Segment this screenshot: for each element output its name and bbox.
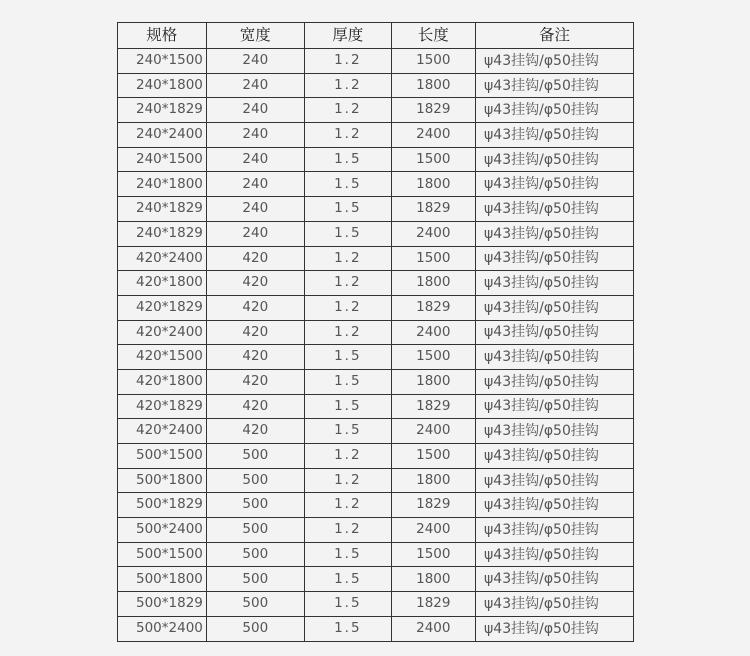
cell-thickness: 1.5: [305, 172, 392, 197]
cell-spec: 240*1829: [118, 197, 207, 222]
table-row: [118, 221, 634, 246]
cell-thickness: 1.5: [305, 616, 392, 641]
cell-thickness: 1.2: [305, 73, 392, 98]
header-note: 备注: [476, 23, 634, 49]
cell-spec: 420*2400: [118, 320, 207, 345]
cell-length: 2400: [391, 419, 475, 444]
cell-width: 420: [206, 271, 305, 296]
cell-thickness: 1.2: [305, 98, 392, 123]
cell-width: 500: [206, 592, 305, 617]
cell-width: 500: [206, 518, 305, 543]
table-row: [118, 73, 634, 98]
cell-length: 1829: [391, 394, 475, 419]
cell-length: 2400: [391, 320, 475, 345]
table-row: [118, 567, 634, 592]
table-row: [118, 369, 634, 394]
header-row: [118, 23, 634, 49]
cell-thickness: 1.5: [305, 369, 392, 394]
cell-note: ψ43挂钩/φ50挂钩: [476, 246, 634, 271]
cell-thickness: 1.2: [305, 468, 392, 493]
cell-thickness: 1.5: [305, 147, 392, 172]
table-row: [118, 197, 634, 222]
cell-note: ψ43挂钩/φ50挂钩: [476, 592, 634, 617]
cell-note: ψ43挂钩/φ50挂钩: [476, 295, 634, 320]
cell-length: 1829: [391, 295, 475, 320]
cell-note: ψ43挂钩/φ50挂钩: [476, 197, 634, 222]
cell-width: 240: [206, 123, 305, 148]
cell-spec: 420*1829: [118, 394, 207, 419]
table-row: [118, 542, 634, 567]
table-row: [118, 172, 634, 197]
table-row: [118, 616, 634, 641]
cell-note: ψ43挂钩/φ50挂钩: [476, 98, 634, 123]
cell-note: ψ43挂钩/φ50挂钩: [476, 123, 634, 148]
cell-length: 1829: [391, 493, 475, 518]
cell-note: ψ43挂钩/φ50挂钩: [476, 73, 634, 98]
table-row: [118, 518, 634, 543]
table-row: [118, 271, 634, 296]
cell-width: 500: [206, 444, 305, 469]
cell-length: 1800: [391, 468, 475, 493]
cell-length: 1500: [391, 49, 475, 74]
cell-length: 2400: [391, 518, 475, 543]
cell-length: 1800: [391, 271, 475, 296]
cell-thickness: 1.2: [305, 295, 392, 320]
table-row: [118, 49, 634, 74]
cell-spec: 240*1500: [118, 147, 207, 172]
cell-spec: 500*1500: [118, 444, 207, 469]
cell-spec: 240*1829: [118, 98, 207, 123]
cell-width: 500: [206, 542, 305, 567]
cell-length: 1500: [391, 345, 475, 370]
cell-width: 420: [206, 295, 305, 320]
cell-thickness: 1.2: [305, 123, 392, 148]
cell-thickness: 1.5: [305, 567, 392, 592]
header-length: 长度: [391, 23, 475, 49]
table-row: [118, 147, 634, 172]
table-row: [118, 394, 634, 419]
header-thickness: 厚度: [305, 23, 392, 49]
cell-length: 1829: [391, 592, 475, 617]
cell-spec: 240*1829: [118, 221, 207, 246]
cell-spec: 240*1800: [118, 172, 207, 197]
cell-note: ψ43挂钩/φ50挂钩: [476, 394, 634, 419]
cell-note: ψ43挂钩/φ50挂钩: [476, 147, 634, 172]
table-row: [118, 98, 634, 123]
cell-width: 420: [206, 246, 305, 271]
cell-thickness: 1.2: [305, 320, 392, 345]
cell-spec: 240*1800: [118, 73, 207, 98]
cell-length: 2400: [391, 616, 475, 641]
cell-note: ψ43挂钩/φ50挂钩: [476, 221, 634, 246]
cell-thickness: 1.5: [305, 394, 392, 419]
cell-width: 500: [206, 493, 305, 518]
table-row: [118, 295, 634, 320]
table-row: [118, 592, 634, 617]
cell-thickness: 1.2: [305, 493, 392, 518]
cell-thickness: 1.2: [305, 49, 392, 74]
cell-spec: 500*2400: [118, 518, 207, 543]
cell-spec: 420*1800: [118, 369, 207, 394]
header-spec: 规格: [118, 23, 207, 49]
cell-length: 1500: [391, 147, 475, 172]
table-row: [118, 468, 634, 493]
table-row: [118, 444, 634, 469]
spec-table: [117, 22, 634, 642]
cell-width: 240: [206, 197, 305, 222]
cell-note: ψ43挂钩/φ50挂钩: [476, 320, 634, 345]
cell-spec: 500*1829: [118, 592, 207, 617]
cell-spec: 420*2400: [118, 419, 207, 444]
cell-thickness: 1.5: [305, 419, 392, 444]
cell-width: 420: [206, 345, 305, 370]
cell-thickness: 1.5: [305, 345, 392, 370]
cell-note: ψ43挂钩/φ50挂钩: [476, 345, 634, 370]
header-width: 宽度: [206, 23, 305, 49]
cell-length: 1800: [391, 172, 475, 197]
cell-width: 240: [206, 73, 305, 98]
table-row: [118, 419, 634, 444]
cell-spec: 500*2400: [118, 616, 207, 641]
cell-length: 1800: [391, 567, 475, 592]
cell-thickness: 1.5: [305, 542, 392, 567]
cell-width: 500: [206, 468, 305, 493]
cell-length: 1800: [391, 369, 475, 394]
cell-spec: 500*1829: [118, 493, 207, 518]
cell-spec: 420*2400: [118, 246, 207, 271]
cell-note: ψ43挂钩/φ50挂钩: [476, 542, 634, 567]
table-row: [118, 123, 634, 148]
cell-note: ψ43挂钩/φ50挂钩: [476, 444, 634, 469]
cell-spec: 420*1500: [118, 345, 207, 370]
cell-width: 420: [206, 369, 305, 394]
cell-note: ψ43挂钩/φ50挂钩: [476, 567, 634, 592]
cell-thickness: 1.2: [305, 271, 392, 296]
cell-note: ψ43挂钩/φ50挂钩: [476, 369, 634, 394]
cell-thickness: 1.2: [305, 444, 392, 469]
cell-width: 240: [206, 172, 305, 197]
cell-width: 500: [206, 567, 305, 592]
cell-width: 420: [206, 419, 305, 444]
cell-length: 2400: [391, 221, 475, 246]
table-row: [118, 345, 634, 370]
cell-note: ψ43挂钩/φ50挂钩: [476, 518, 634, 543]
cell-length: 1829: [391, 197, 475, 222]
cell-thickness: 1.2: [305, 246, 392, 271]
cell-width: 240: [206, 49, 305, 74]
table-row: [118, 493, 634, 518]
cell-note: ψ43挂钩/φ50挂钩: [476, 271, 634, 296]
cell-width: 240: [206, 98, 305, 123]
cell-width: 420: [206, 320, 305, 345]
cell-note: ψ43挂钩/φ50挂钩: [476, 616, 634, 641]
cell-length: 1500: [391, 542, 475, 567]
cell-thickness: 1.5: [305, 197, 392, 222]
table-row: [118, 320, 634, 345]
cell-note: ψ43挂钩/φ50挂钩: [476, 493, 634, 518]
cell-spec: 240*2400: [118, 123, 207, 148]
cell-note: ψ43挂钩/φ50挂钩: [476, 468, 634, 493]
cell-length: 1500: [391, 444, 475, 469]
cell-width: 500: [206, 616, 305, 641]
cell-width: 240: [206, 221, 305, 246]
cell-thickness: 1.5: [305, 592, 392, 617]
cell-spec: 500*1500: [118, 542, 207, 567]
cell-thickness: 1.5: [305, 221, 392, 246]
cell-spec: 420*1800: [118, 271, 207, 296]
table-body: [118, 49, 634, 642]
cell-note: ψ43挂钩/φ50挂钩: [476, 419, 634, 444]
table-header: [118, 23, 634, 49]
cell-length: 1500: [391, 246, 475, 271]
cell-length: 1800: [391, 73, 475, 98]
table-row: [118, 246, 634, 271]
cell-note: ψ43挂钩/φ50挂钩: [476, 172, 634, 197]
cell-spec: 420*1829: [118, 295, 207, 320]
cell-width: 420: [206, 394, 305, 419]
cell-spec: 240*1500: [118, 49, 207, 74]
cell-width: 240: [206, 147, 305, 172]
cell-thickness: 1.2: [305, 518, 392, 543]
cell-note: ψ43挂钩/φ50挂钩: [476, 49, 634, 74]
cell-spec: 500*1800: [118, 567, 207, 592]
cell-spec: 500*1800: [118, 468, 207, 493]
cell-length: 1829: [391, 98, 475, 123]
cell-length: 2400: [391, 123, 475, 148]
